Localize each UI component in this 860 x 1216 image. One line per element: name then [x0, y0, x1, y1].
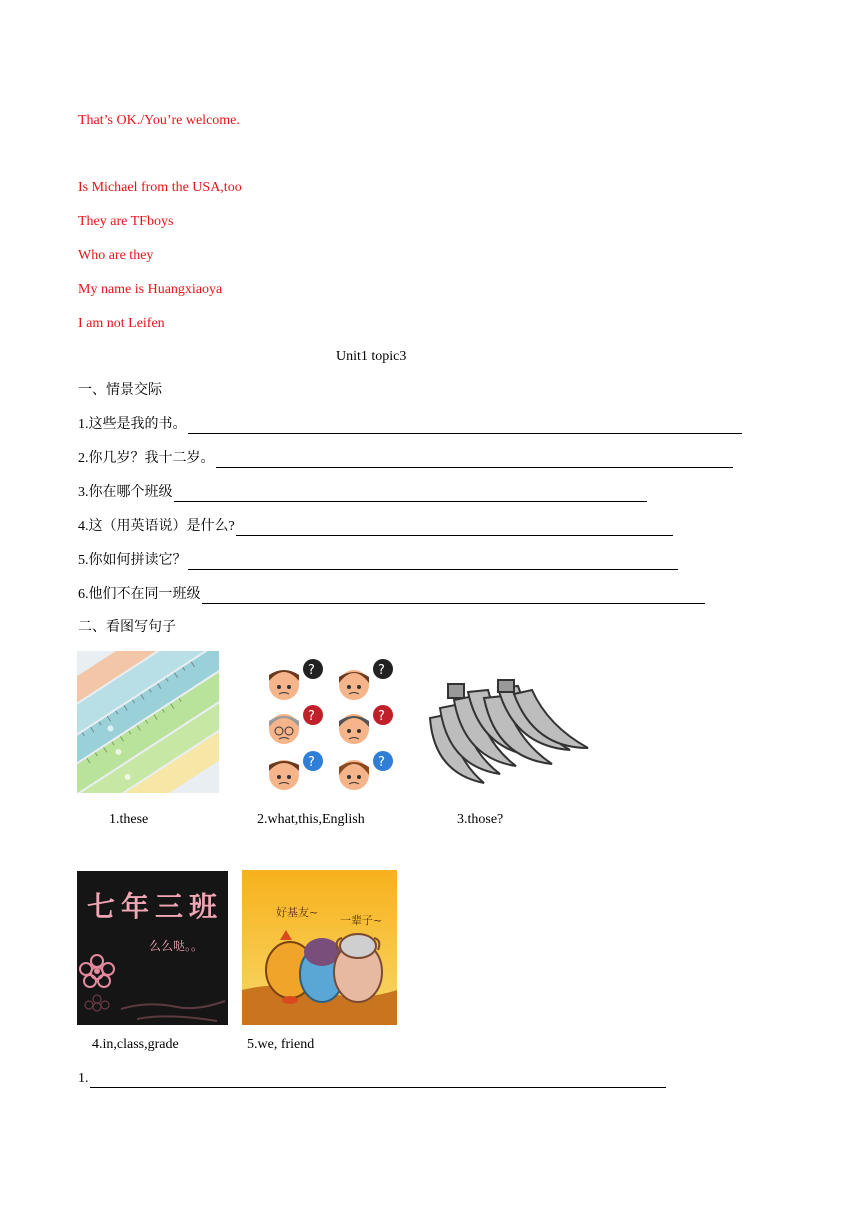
question-4: [78, 518, 673, 536]
friends-right-text: 一辈子~: [340, 914, 383, 927]
caption-2: 2.what,this,English: [257, 812, 365, 827]
answer-line-5: My name is Huangxiaoya: [78, 282, 223, 297]
question-5-text: 5.你如何拼读它？: [78, 553, 187, 568]
question-3: [78, 484, 647, 502]
caption-4: 4.in,class,grade: [92, 1037, 179, 1052]
question-2-text: 2.你几岁？我十二岁。: [78, 451, 215, 466]
faces-question-image: [262, 657, 398, 795]
caption-5: 5.we, friend: [247, 1037, 315, 1052]
bananas-image: [424, 678, 592, 794]
question-4-text: 4.这（用英语说）是什么?: [78, 519, 235, 534]
question-6-text: 6.他们不在同一班级: [78, 587, 201, 602]
answer-line-1: That’s OK./You’re welcome.: [78, 113, 240, 128]
answer-line-6: I am not Leifen: [78, 316, 165, 331]
flower-icon: [77, 871, 228, 1025]
svg-text:?: ?: [378, 755, 385, 770]
question-4-blank[interactable]: [236, 521, 673, 536]
question-5-blank[interactable]: [188, 555, 678, 570]
question-6-blank[interactable]: [202, 589, 705, 604]
class-board-image: [77, 871, 228, 1025]
class-board-subtitle: 么么哒。。: [149, 939, 204, 953]
unit-title: Unit1 topic3: [336, 349, 407, 364]
friends-image: [242, 870, 397, 1025]
answer-line-blank-1: [78, 1070, 666, 1088]
answer-line-2: Is Michael from the USA,too: [78, 180, 242, 195]
svg-text:?: ?: [308, 663, 315, 678]
question-3-text: 3.你在哪个班级: [78, 485, 173, 500]
answer-line-3: They are TFboys: [78, 214, 174, 229]
answer-blank-1[interactable]: [90, 1073, 666, 1088]
answer-line-label: 1.: [78, 1071, 89, 1086]
friends-left-text: 好基友~: [276, 906, 319, 919]
svg-text:?: ?: [308, 755, 315, 770]
rulers-image: [77, 651, 219, 793]
section2-heading: 二、看图写句子: [78, 620, 176, 635]
question-5: [78, 552, 678, 570]
answer-line-4: Who are they: [78, 248, 154, 263]
svg-text:?: ?: [378, 663, 385, 678]
question-3-blank[interactable]: [174, 487, 647, 502]
question-2: [78, 450, 733, 468]
class-board-title: 七年三班: [87, 890, 224, 923]
caption-1: 1.these: [109, 812, 149, 827]
caption-3: 3.those?: [457, 812, 504, 827]
question-1-text: 1.这些是我的书。: [78, 417, 187, 432]
section1-heading: 一、情景交际: [78, 383, 162, 398]
svg-text:?: ?: [378, 709, 385, 724]
question-2-blank[interactable]: [216, 453, 733, 468]
question-1: [78, 416, 742, 434]
svg-text:?: ?: [308, 709, 315, 724]
question-1-blank[interactable]: [188, 419, 742, 434]
question-6: [78, 586, 705, 604]
